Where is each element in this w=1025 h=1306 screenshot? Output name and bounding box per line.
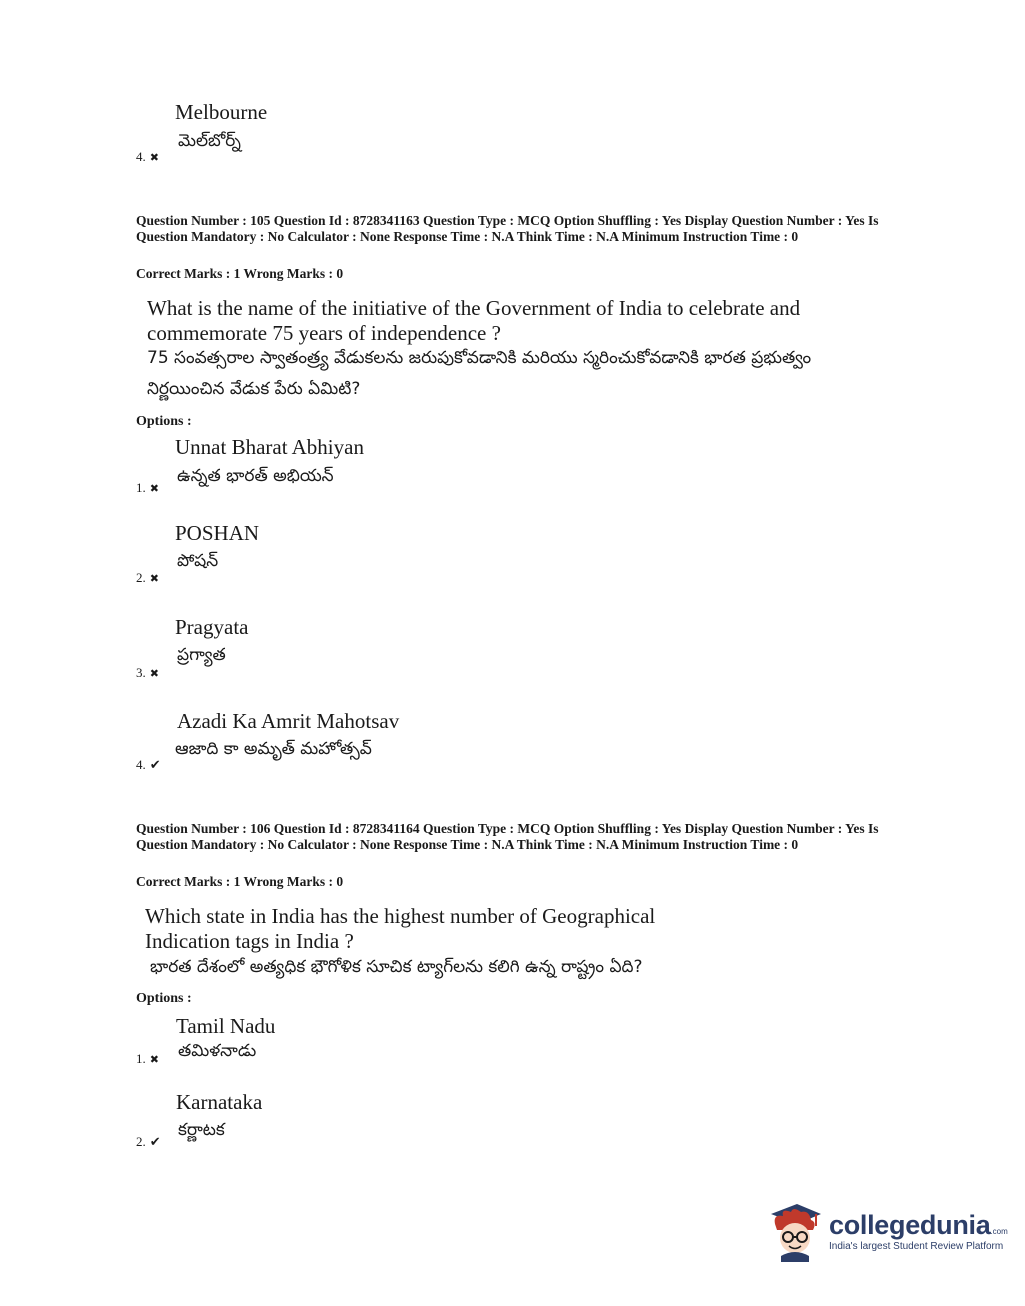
options-label: Options : xyxy=(136,414,192,429)
question-106-meta: Question Number : 106 Question Id : 8728341164 Question Type : MCQ Option Shuffling : Yes Display Question Number : Yes Is Question Mandatory : No Calculator : None Response Time : N.A Think Time : N.A Minimum Instruction Time : 0 xyxy=(136,821,879,852)
option-number: 3. xyxy=(136,665,146,680)
option-1-number xyxy=(136,1051,159,1067)
option-4-telugu: మెల్‌బోర్న్ xyxy=(178,131,241,151)
option-number: 4. xyxy=(136,149,146,164)
option-2-telugu: పోషన్ xyxy=(177,551,219,571)
option-2-english: POSHAN xyxy=(175,521,260,545)
option-4-number xyxy=(136,149,159,165)
option-number: 1. xyxy=(136,1051,146,1066)
option-number: 2. xyxy=(136,1134,146,1149)
option-3-english: Pragyata xyxy=(175,615,249,639)
option-4-telugu: ఆజాది కా అమృత్ మహోత్సవ్ xyxy=(175,739,372,759)
option-4-english: Melbourne xyxy=(175,100,268,124)
correct-check-icon: ✔ xyxy=(149,1134,161,1150)
option-4-number xyxy=(136,757,161,773)
question-106-english-line1: Which state in India has the highest number of Geographical xyxy=(145,904,656,928)
question-105-telugu-line2: నిర్ణయించిన వేడుక పేరు ఏమిటి? xyxy=(147,379,361,399)
option-number: 4. xyxy=(136,757,146,772)
brand-suffix: .com xyxy=(990,1227,1008,1236)
option-1-english: Unnat Bharat Abhiyan xyxy=(175,435,364,459)
question-105-marks: Correct Marks : 1 Wrong Marks : 0 xyxy=(136,266,344,281)
question-106-marks: Correct Marks : 1 Wrong Marks : 0 xyxy=(136,874,344,889)
option-number: 2. xyxy=(136,570,146,585)
question-106-telugu-line1: భారత దేశంలో అత్యధిక భౌగోళిక సూచిక ట్యాగ్‌లను కలిగి ఉన్న రాష్ట్రం ఏది? xyxy=(150,957,643,977)
option-1-english: Tamil Nadu xyxy=(176,1014,276,1038)
option-1-telugu: తమిళనాడు xyxy=(178,1041,257,1061)
option-2-english: Karnataka xyxy=(176,1090,263,1114)
wrong-mark-icon: ✖ xyxy=(149,150,159,164)
options-label: Options : xyxy=(136,991,192,1006)
wrong-mark-icon: ✖ xyxy=(149,666,159,680)
option-2-telugu: కర్ణాటక xyxy=(178,1120,225,1140)
option-number: 1. xyxy=(136,480,146,495)
option-3-number xyxy=(136,665,159,681)
correct-check-icon: ✔ xyxy=(149,757,161,773)
question-105-telugu-line1: 75 సంవత్సరాల స్వాతంత్ర్య వేడుకలను జరుపుకోవడానికి మరియు స్మరించుకోవడానికి భారత ప్రభుత్వం xyxy=(147,348,812,368)
mascot-icon xyxy=(767,1200,823,1262)
question-105-english-line2: commemorate 75 years of independence ? xyxy=(147,321,501,345)
wrong-mark-icon: ✖ xyxy=(149,571,159,585)
option-3-telugu: ప్రగ్యాత xyxy=(177,645,226,665)
option-2-number xyxy=(136,1134,161,1150)
option-1-telugu: ఉన్నత భారత్ అభియన్ xyxy=(177,466,334,486)
wrong-mark-icon: ✖ xyxy=(149,1052,159,1066)
wrong-mark-icon: ✖ xyxy=(149,481,159,495)
brand-tagline: India's largest Student Review Platform xyxy=(829,1241,1004,1252)
question-105-english-line1: What is the name of the initiative of the Government of India to celebrate and xyxy=(147,296,801,320)
question-105-meta: Question Number : 105 Question Id : 8728341163 Question Type : MCQ Option Shuffling : Yes Display Question Number : Yes Is Question Mandatory : No Calculator : None Response Time : N.A Think Time : N.A Minimum Instruction Time : 0 xyxy=(136,213,879,244)
option-1-number xyxy=(136,480,159,496)
question-106-english-line2: Indication tags in India ? xyxy=(145,929,354,953)
collegedunia-logo xyxy=(767,1200,1008,1262)
option-4-english: Azadi Ka Amrit Mahotsav xyxy=(177,709,400,733)
option-2-number xyxy=(136,570,159,586)
brand-name: collegedunia xyxy=(829,1210,991,1240)
